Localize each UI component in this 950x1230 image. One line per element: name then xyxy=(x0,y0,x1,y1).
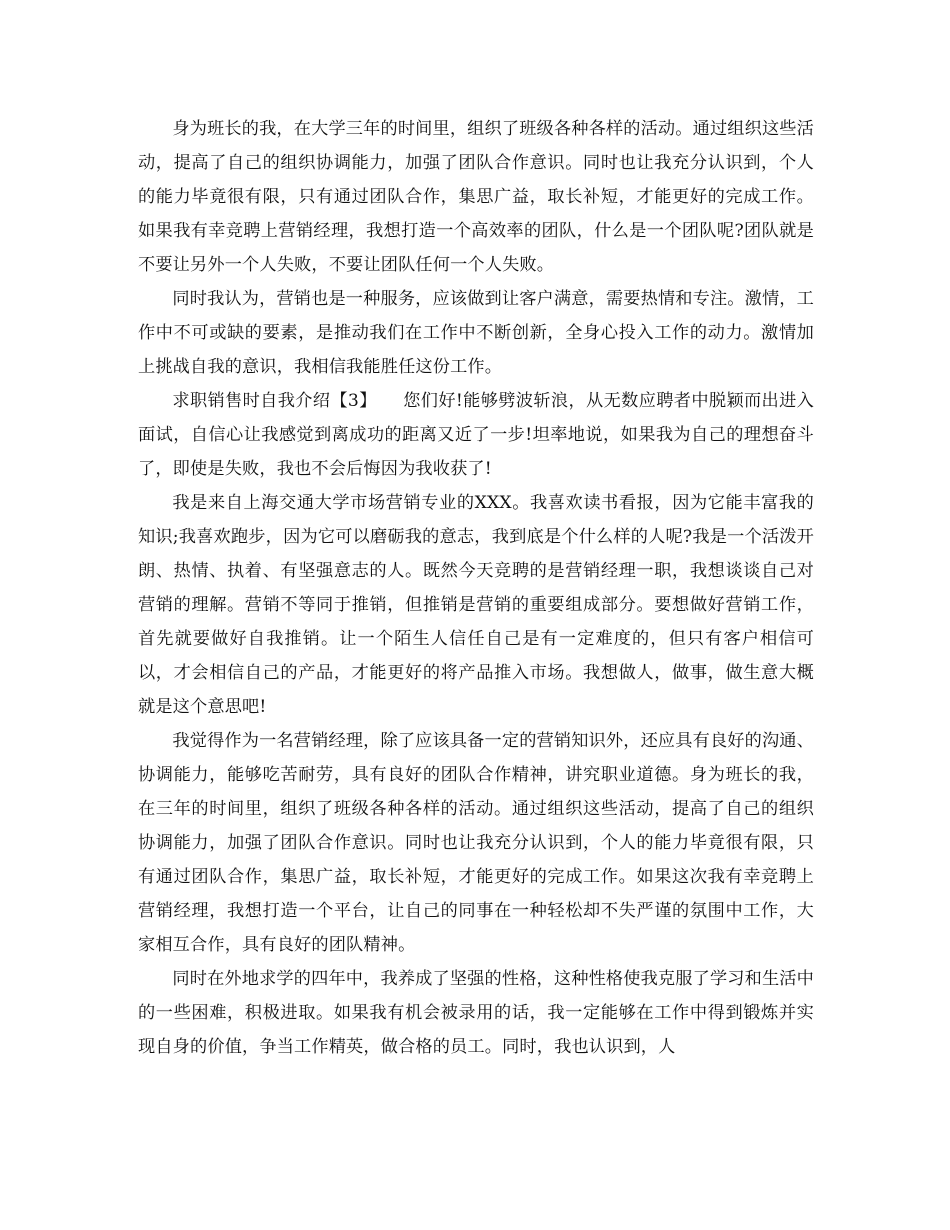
paragraph-study-away: 同时在外地求学的四年中，我养成了坚强的性格，这种性格使我克服了学习和生活中的一些困难，积极进取。如果我有机会被录用的话，我一定能够在工作中得到锻炼并实现自身的价值，争当工作精英，做合格的员工。同时，我也认识到，人 xyxy=(138,969,814,1057)
paragraph-marketing-service: 同时我认为，营销也是一种服务，应该做到让客户满意，需要热情和专注。激情，工作中不可或缺的要素，是推动我们在工作中不断创新，全身心投入工作的动力。激情加上挑战自我的意识，我相信我能胜任这份工作。 xyxy=(138,289,814,377)
paragraph-self-intro-3: 求职销售时自我介绍【3】 您们好!能够劈波斩浪，从无数应聘者中脱颖而出进入面试，自信心让我感觉到离成功的距离又近了一步!坦率地说，如果我为自己的理想奋斗了，即使是失败，我也不会后悔因为我收获了! xyxy=(138,391,814,479)
paragraph-class-monitor: 身为班长的我，在大学三年的时间里，组织了班级各种各样的活动。通过组织这些活动，提高了自己的组织协调能力，加强了团队合作意识。同时也让我充分认识到，个人的能力毕竟很有限，只有通过团队合作，集思广益，取长补短，才能更好的完成工作。如果我有幸竞聘上营销经理，我想打造一个高效率的团队，什么是一个团队呢?团队就是不要让另外一个人失败，不要让团队任何一个人失败。 xyxy=(138,119,814,275)
document-body xyxy=(138,112,814,1064)
paragraph-background: 我是来自上海交通大学市场营销专业的XXX。我喜欢读书看报，因为它能丰富我的知识;我喜欢跑步，因为它可以磨砺我的意志，我到底是个什么样的人呢?我是一个活泼开朗、热情、执着、有坚强意志的人。既然今天竞聘的是营销经理一职，我想谈谈自己对营销的理解。营销不等同于推销，但推销是营销的重要组成部分。要想做好营销工作，首先就要做好自我推销。让一个陌生人信任自己是有一定难度的，但只有客户相信可以，才会相信自己的产品，才能更好的将产品推入市场。我想做人，做事，做生意大概就是这个意思吧! xyxy=(138,493,814,717)
paragraph-manager-qualities: 我觉得作为一名营销经理，除了应该具备一定的营销知识外，还应具有良好的沟通、协调能力，能够吃苦耐劳，具有良好的团队合作精神，讲究职业道德。身为班长的我，在三年的时间里，组织了班级各种各样的活动。通过组织这些活动，提高了自己的组织协调能力，加强了团队合作意识。同时也让我充分认识到，个人的能力毕竟很有限，只有通过团队合作，集思广益，取长补短，才能更好的完成工作。如果这次我有幸竞聘上营销经理，我想打造一个平台，让自己的同事在一种轻松却不失严谨的氛围中工作，大家相互合作，具有良好的团队精神。 xyxy=(138,731,814,955)
